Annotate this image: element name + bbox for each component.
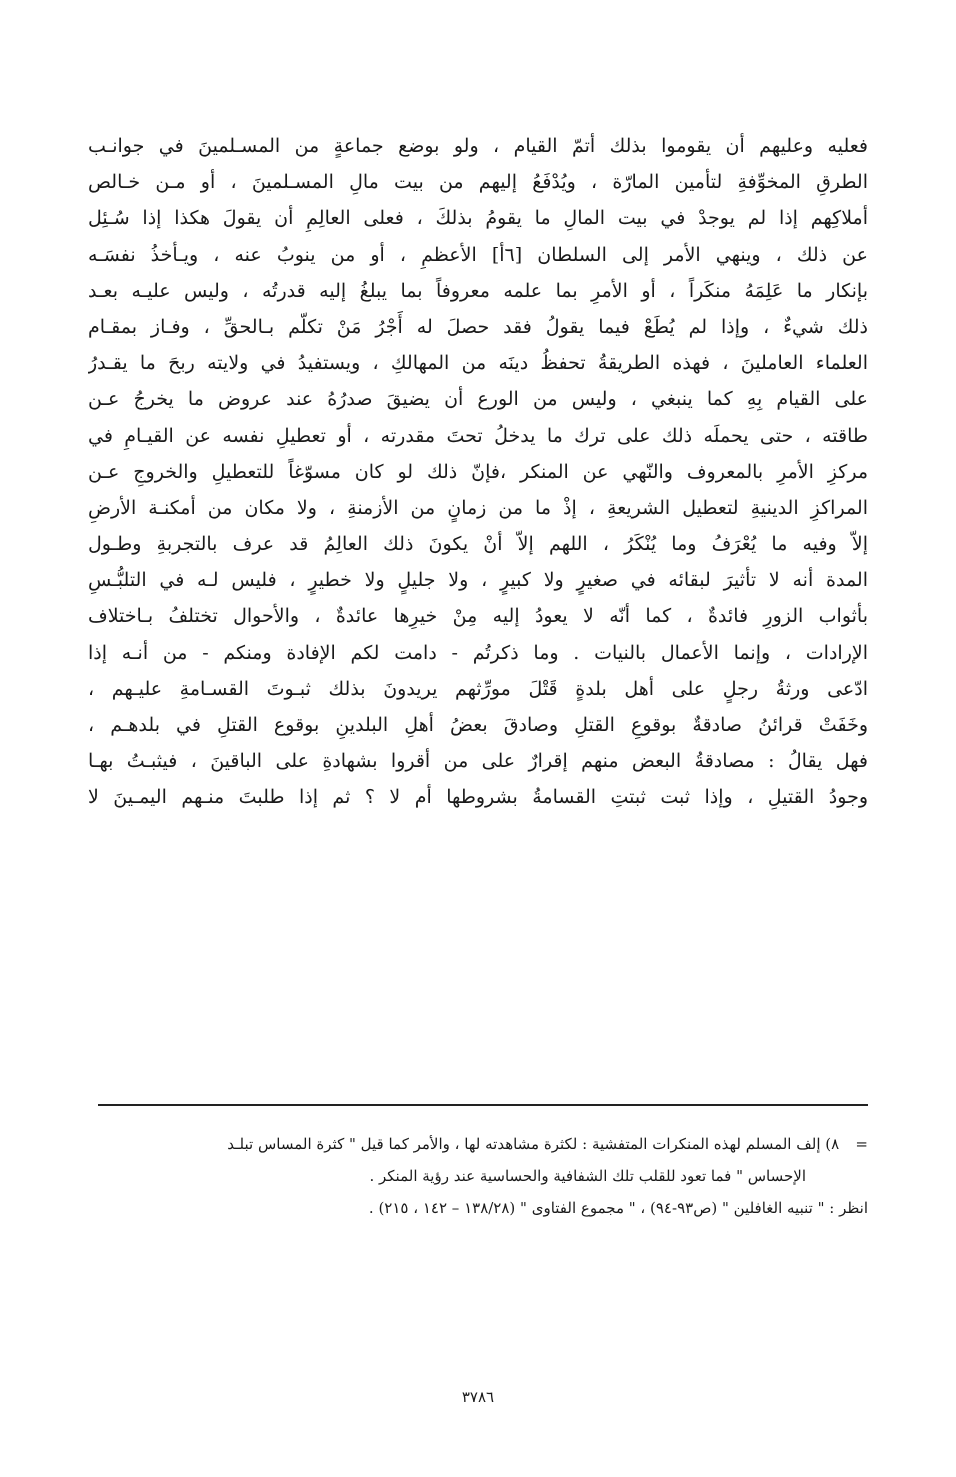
text-line: على القيام بِهِ كما ينبغي ، وليس من الورع أن يضيقَ صدرُهُ عند عروض ما يخرجُ عـن — [88, 388, 868, 411]
text-line: طاقته ، حتى يحملَه ذلك على ترك ما يدخلُ تحتَ مقدرته ، أو تعطيلِ نفسه عن القيـامِ في — [88, 424, 868, 447]
text-line: أملاكِهم إذا لم يوجدْ في بيت المالِ ما يقومُ بذلكَ ، فعلى العالِمِ أن يقولَ هكذا إذا سُـئِل — [88, 207, 868, 230]
text-line: بأثواب الزورِ فائدةٌ ، كما أنّه لا يعودُ إليه مِنْ خيرِها عائدةٌ ، والأحوال تختلفُ بـاختلاف — [88, 605, 868, 628]
footnotes-block — [98, 1128, 868, 1224]
text-line: فعليه وعليهم أن يقوموا بذلك أتمّ القيام ، ولو بوضع جماعةٍ من المسـلمينَ في جوانـب — [88, 135, 868, 157]
text-line: وجودُ القتيلِ ، وإذا ثبت ثبتتِ القسامةُ بشروطها أم لا ؟ ثم إذا طلبتَ منـهم اليمـينَ لا — [88, 786, 868, 809]
text-line: فهل يقالُ : مصادقةُ البعض منهم إقرارٌ على من أقروا بشهادةِ على الباقينَ ، فيثبـتُ بهـا — [88, 750, 868, 773]
footnote-reference-line: انظر : " تنبيه الغافلين " (ص٩٣-٩٤) ، " مجموع الفتاوى " (١٣٨/٢٨ – ١٤٢ ، ٢١٥) . — [368, 1199, 868, 1217]
footnote-text: إلف المسلم لهذه المنكرات المتفشية : لكثرة مشاهدته لها ، والأمر كما قيل " كثرة المساس تبلـد — [227, 1135, 821, 1153]
text-line: مركزِ الأمرِ بالمعروف والنّهي عن المنكر ،فإنّ ذلك لو كان مسوّغاً للتعطيلِ والخروجِ عـن — [88, 460, 868, 483]
text-line: إلاّ وفيه ما يُعْرَفُ وما يُنْكَرُ ، اللهم إلاّ أنْ يكونَ ذلك العالِمُ قد عرف بالتجربةِ وطـول — [88, 533, 868, 556]
footnote-number: ٨) — [825, 1135, 840, 1153]
footnote-continuation-marker: = — [855, 1135, 868, 1153]
text-line: العلماء العاملينَ ، فهذه الطريقةُ تحفظُ دينَه من المهالكِ ، ويستفيدُ في ولايته ربحَ ما يقـدرُ — [88, 352, 868, 375]
footnote-line: الإحساس " فما تعود للقلب تلك الشفافية والحساسية عند رؤية المنكر . — [369, 1167, 806, 1185]
text-line: الطرقِ المخوِّفةِ لتأمين المارّة ، ويُدْفَعُ إليهم من بيت مالِ المسـلمينَ ، أو مـن خـالص — [88, 171, 868, 194]
page-number: ٣٧٨٦ — [461, 1388, 495, 1406]
main-text-block — [88, 128, 868, 816]
text-line: ذلك شيءٌ ، وإذا لم يُطَعْ فيما يقولُ فقد حصلَ له أَجْرُ مَنْ تكلّم بـالحقِّ ، وفـاز بمقـام — [88, 315, 868, 338]
text-line: ادّعى ورثةُ رجلٍ على أهل بلدةٍ قَتْلَ مورِّثهم يريدونَ بذلك ثبـوتَ القسـامةِ عليـهم ، — [88, 677, 868, 700]
text-line: وخَفَتْ قرائنُ صادقةٌ بوقوعِ القتلِ وصادقَ بعضُ أهلِ البلدينِ بوقوع القتلِ في بلدهـم ، — [88, 714, 868, 736]
text-line: عن ذلك ، وينهي الأمر إلى السلطان [٦أ] الأعظمِ ، أو من ينوبُ عنه ، ويـأخذُ نفسَـه — [88, 243, 868, 266]
footnote-divider — [98, 1104, 868, 1106]
text-line: المراكزِ الدينيةِ لتعطيل الشريعةِ ، إذْ ما من زمانٍ من الأزمنةِ ، ولا مكان من أمكنـة الأرضِ — [88, 496, 868, 519]
text-line: الإرادات ، وإنما الأعمال بالنيات . وما ذكرتُم - دامت لكم الإفادة ومنكم - من أنـه إذا — [88, 641, 868, 664]
footnote-line — [98, 1128, 868, 1160]
text-line: بإنكار ما عَلِمَهُ منكَراً ، أو الأمرِ بما علمه معروفاً بما يبلغُ إليه قدرتُه ، وليس عليـه بعـد — [88, 279, 868, 302]
text-line: المدة أنه لا تأثيرَ لبقائه في صغيرٍ ولا كبيرٍ ، ولا جليلٍ ولا خطيرٍ ، فليس لـه في التلبُّـسِ — [88, 569, 868, 592]
